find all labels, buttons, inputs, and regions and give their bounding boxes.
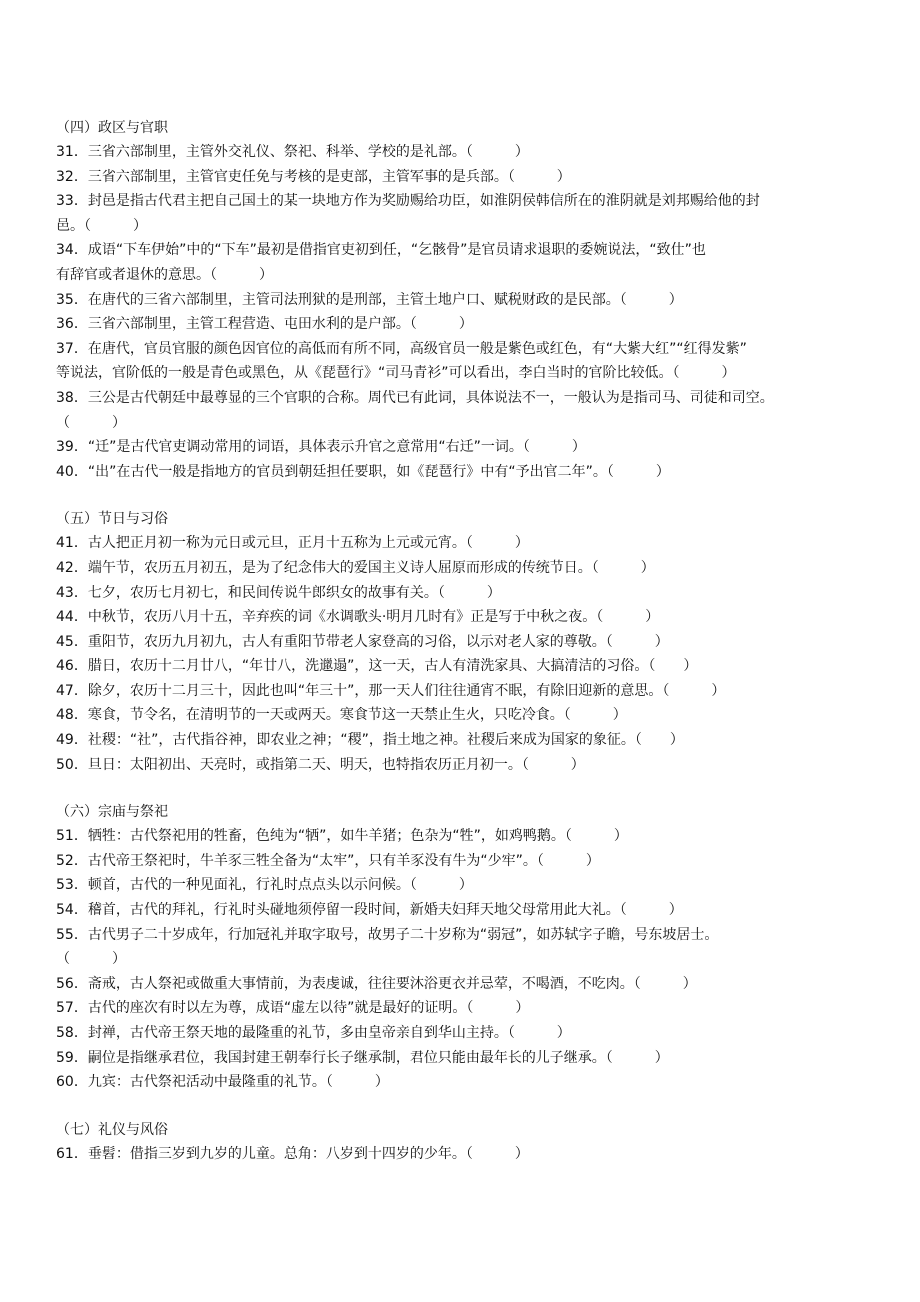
section: [56, 507, 868, 777]
question-item: [56, 556, 868, 581]
question-text-line: 邑。（ ）: [56, 217, 147, 234]
question-text-line: 42．端午节，农历五月初五，是为了纪念伟大的爱国主义诗人屈原而形成的传统节日。（ ）: [56, 559, 655, 576]
question-text-line: （ ）: [56, 414, 126, 431]
question-item: [56, 288, 868, 313]
question-item: [56, 337, 868, 386]
section-title: （五）节日与习俗: [56, 511, 168, 528]
section-title: （四）政区与官职: [56, 120, 168, 136]
question-text-line: 51．牺牲：古代祭祀用的牲畜，色纯为“牺”，如牛羊猪；色杂为“牲”，如鸡鸭鹅。（ ）: [56, 828, 628, 845]
question-text-line: 48．寒食，节令名，在清明节的一天或两天。寒食节这一天禁止生火，只吃冷食。（ ）: [56, 707, 627, 724]
question-text-line: 32．三省六部制里，主管官吏任免与考核的是吏部，主管军事的是兵部。（ ）: [56, 168, 571, 185]
question-item: [56, 238, 868, 287]
question-item: [56, 1142, 868, 1167]
question-text-line: 50．旦日：太阳初出、天亮时，或指第二天、明天，也特指农历正月初一。（ ）: [56, 756, 585, 773]
question-text-line: 31．三省六部制里，主管外交礼仪、祭祀、科举、学校的是礼部。（ ）: [56, 144, 529, 160]
question-text-line: 44．中秋节，农历八月十五，辛弃疾的词《水调歌头·明月几时有》正是写于中秋之夜。（ ）: [56, 609, 660, 626]
question-item: [56, 531, 868, 556]
question-item: [56, 1046, 868, 1071]
question-text-line: 60．九宾：古代祭祀活动中最隆重的礼节。（ ）: [56, 1074, 389, 1091]
question-text-line: 36．三省六部制里，主管工程营造、屯田水利的是户部。（ ）: [56, 316, 473, 333]
question-item: [56, 898, 868, 923]
document-page: [56, 116, 868, 1189]
question-text-line: （ ）: [56, 951, 126, 968]
question-item: [56, 996, 868, 1021]
question-text-line: 38．三公是古代朝廷中最尊显的三个官职的合称。周代已有此词，具体说法不一，一般认为是指司马、司徒和司空。: [56, 389, 774, 406]
question-text-line: 45．重阳节，农历九月初九，古人有重阳节带老人家登高的习俗，以示对老人家的尊敬。（ ）: [56, 633, 669, 650]
question-item: [56, 165, 868, 190]
question-text-line: 56．斋戒，古人祭祀或做重大事情前，为表虔诚，往往要沐浴更衣并忌荤，不喝酒，不吃肉。（ ）: [56, 975, 697, 992]
question-item: [56, 753, 868, 778]
question-text-line: 49．社稷：“社”，古代指谷神，即农业之神；“稷”，指土地之神。社稷后来成为国家的象征。（ ）: [56, 732, 684, 749]
question-item: [56, 824, 868, 849]
question-item: [56, 703, 868, 728]
section-title: （七）礼仪与风俗: [56, 1121, 168, 1138]
question-text-line: 52．古代帝王祭祀时，牛羊豕三牲全备为“太牢”，只有羊豕没有牛为“少牢”。（ ）: [56, 852, 600, 869]
question-text-line: 34．成语“下车伊始”中的“下车”最初是借指官吏初到任，“乞骸骨”是官员请求退职的委婉说法，“致仕”也: [56, 242, 706, 259]
question-item: [56, 728, 868, 753]
question-item: [56, 312, 868, 337]
question-item: [56, 189, 868, 238]
question-item: [56, 460, 868, 485]
question-text-line: 59．嗣位是指继承君位，我国封建王朝奉行长子继承制，君位只能由最年长的儿子继承。（ ）: [56, 1049, 669, 1066]
section: [56, 116, 868, 484]
question-text-line: 54．稽首，古代的拜礼，行礼时头碰地须停留一段时间，新婚夫妇拜天地父母常用此大礼。（ ）: [56, 902, 683, 919]
question-item: [56, 654, 868, 679]
question-item: [56, 140, 868, 165]
question-text-line: 46．腊日，农历十二月廿八，“年廿八，洗邋遢”，这一天，古人有清洗家具、大搞清洁的习俗。（ ）: [56, 658, 698, 675]
section-title: （六）宗庙与祭祀: [56, 804, 168, 821]
question-item: [56, 435, 868, 460]
question-item: [56, 972, 868, 997]
question-text-line: 37．在唐代，官员官服的颜色因官位的高低而有所不同，高级官员一般是紫色或红色，有“大紫大红”“红得发紫”: [56, 340, 747, 357]
question-item: [56, 581, 868, 606]
question-item: [56, 849, 868, 874]
question-text-line: 等说法，官阶低的一般是青色或黑色，从《琵琶行》“司马青衫”可以看出，李白当时的官阶比较低。（ ）: [56, 365, 736, 382]
question-text-line: 55．古代男子二十岁成年，行加冠礼并取字取号，故男子二十岁称为“弱冠”，如苏轼字子瞻，号东坡居士。: [56, 926, 719, 943]
question-text-line: 33．封邑是指古代君主把自己国土的某一块地方作为奖励赐给功臣，如淮阴侯韩信所在的淮阴就是刘邦赐给他的封: [56, 193, 760, 210]
question-text-line: 57．古代的座次有时以左为尊，成语“虚左以待”就是最好的证明。（ ）: [56, 1000, 530, 1017]
section: [56, 800, 868, 1095]
question-text-line: 61．垂髫：借指三岁到九岁的儿童。总角：八岁到十四岁的少年。（ ）: [56, 1145, 529, 1162]
question-item: [56, 1070, 868, 1095]
question-item: [56, 386, 868, 435]
question-text-line: 39．“迁”是古代官吏调动常用的词语，具体表示升官之意常用“右迁”一词。（ ）: [56, 439, 586, 456]
section: [56, 1118, 868, 1167]
question-text-line: 40．“出”在古代一般是指地方的官员到朝廷担任要职，如《琵琶行》中有“予出官二年”。（ ）: [56, 463, 670, 480]
question-item: [56, 923, 868, 972]
question-item: [56, 630, 868, 655]
question-text-line: 43．七夕，农历七月初七，和民间传说牛郎织女的故事有关。（ ）: [56, 584, 501, 601]
question-item: [56, 1021, 868, 1046]
question-text-line: 有辞官或者退休的意思。（ ）: [56, 266, 273, 283]
question-text-line: 53．顿首，古代的一种见面礼，行礼时点点头以示问候。（ ）: [56, 877, 473, 894]
question-text-line: 47．除夕，农历十二月三十，因此也叫“年三十”，那一天人们往往通宵不眠，有除旧迎新的意思。（ ）: [56, 682, 726, 699]
question-item: [56, 873, 868, 898]
question-item: [56, 605, 868, 630]
question-text-line: 41．古人把正月初一称为元日或元旦，正月十五称为上元或元宵。（ ）: [56, 535, 529, 552]
question-text-line: 35．在唐代的三省六部制里，主管司法刑狱的是刑部，主管土地户口、赋税财政的是民部。（ ）: [56, 291, 683, 308]
question-item: [56, 679, 868, 704]
question-text-line: 58．封禅，古代帝王祭天地的最隆重的礼节，多由皇帝亲自到华山主持。（ ）: [56, 1025, 571, 1041]
